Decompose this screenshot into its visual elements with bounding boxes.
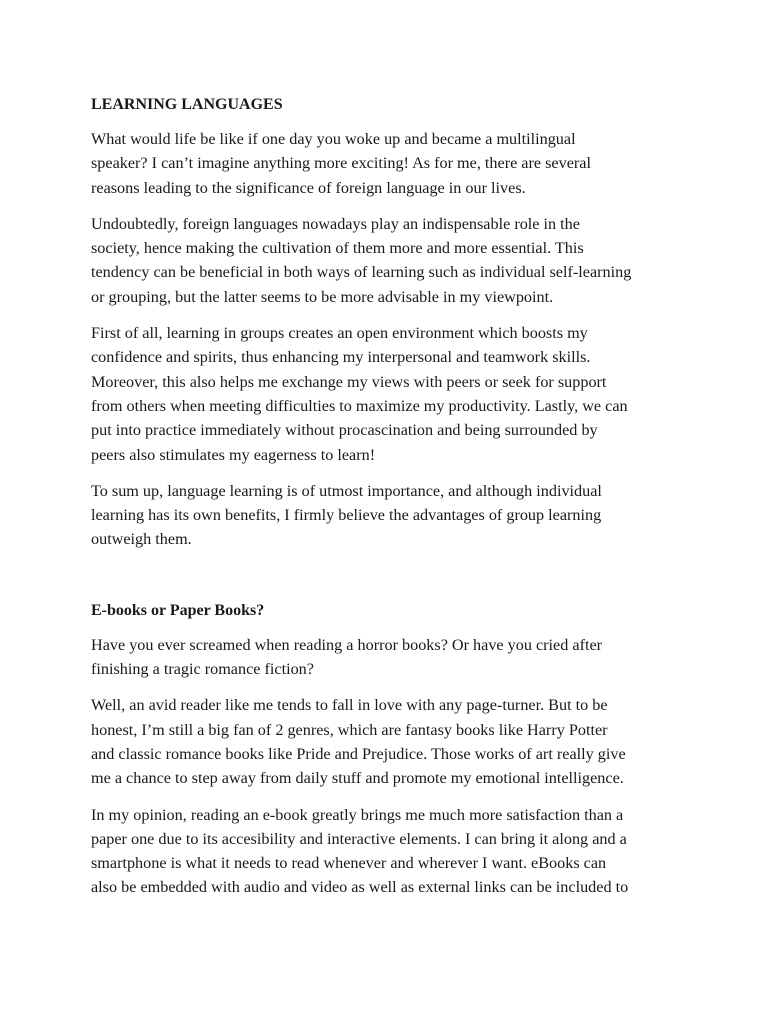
- section-spacer: [91, 564, 691, 601]
- section-title-learning-languages: LEARNING LANGUAGES: [91, 96, 283, 113]
- section-title-ebooks: E-books or Paper Books?: [91, 601, 265, 619]
- paragraph: First of all, learning in groups creates an open environment which boosts my confidence and spirits, thus enhancing my interpersonal and teamwork skills. Moreover, this also helps me exchange my views with peers or seek for support from others when meeting difficulties to maximize my productivity. Lastly, we can put into practice immediately without procascination and being surrounded by peers also stimulates my eagerness to learn!: [91, 324, 628, 464]
- paragraph: Have you ever screamed when reading a horror books? Or have you cried after finishing a tragic romance fiction?: [91, 635, 603, 679]
- document-page: [91, 95, 691, 912]
- paragraph: Undoubtedly, foreign languages nowadays play an indispensable role in the society, hence making the cultivation of them more and more essential. This tendency can be beneficial in both ways of learning such as individual self-learning or grouping, but the latter seems to be more advisable in my viewpoint.: [91, 214, 632, 306]
- paragraph: Well, an avid reader like me tends to fall in love with any page-turner. But to be honest, I’m still a big fan of 2 genres, which are fantasy books like Harry Potter and classic romance books like Pride and Prejudice. Those works of art really give me a chance to step away from daily stuff and promote my emotional intelligence.: [91, 696, 626, 788]
- paragraph: In my opinion, reading an e-book greatly brings me much more satisfaction than a paper one due to its accesibility and interactive elements. I can bring it along and a smartphone is what it needs to read whenever and wherever I want. eBooks can also be embedded with audio and video as well as external links can be included to: [91, 805, 629, 897]
- paragraph: What would life be like if one day you woke up and became a multilingual speaker? I can’t imagine anything more exciting! As for me, there are several reasons leading to the significance of foreign language in our lives.: [91, 130, 591, 197]
- paragraph: To sum up, language learning is of utmost importance, and although individual learning has its own benefits, I firmly believe the advantages of group learning outweigh them.: [91, 481, 602, 549]
